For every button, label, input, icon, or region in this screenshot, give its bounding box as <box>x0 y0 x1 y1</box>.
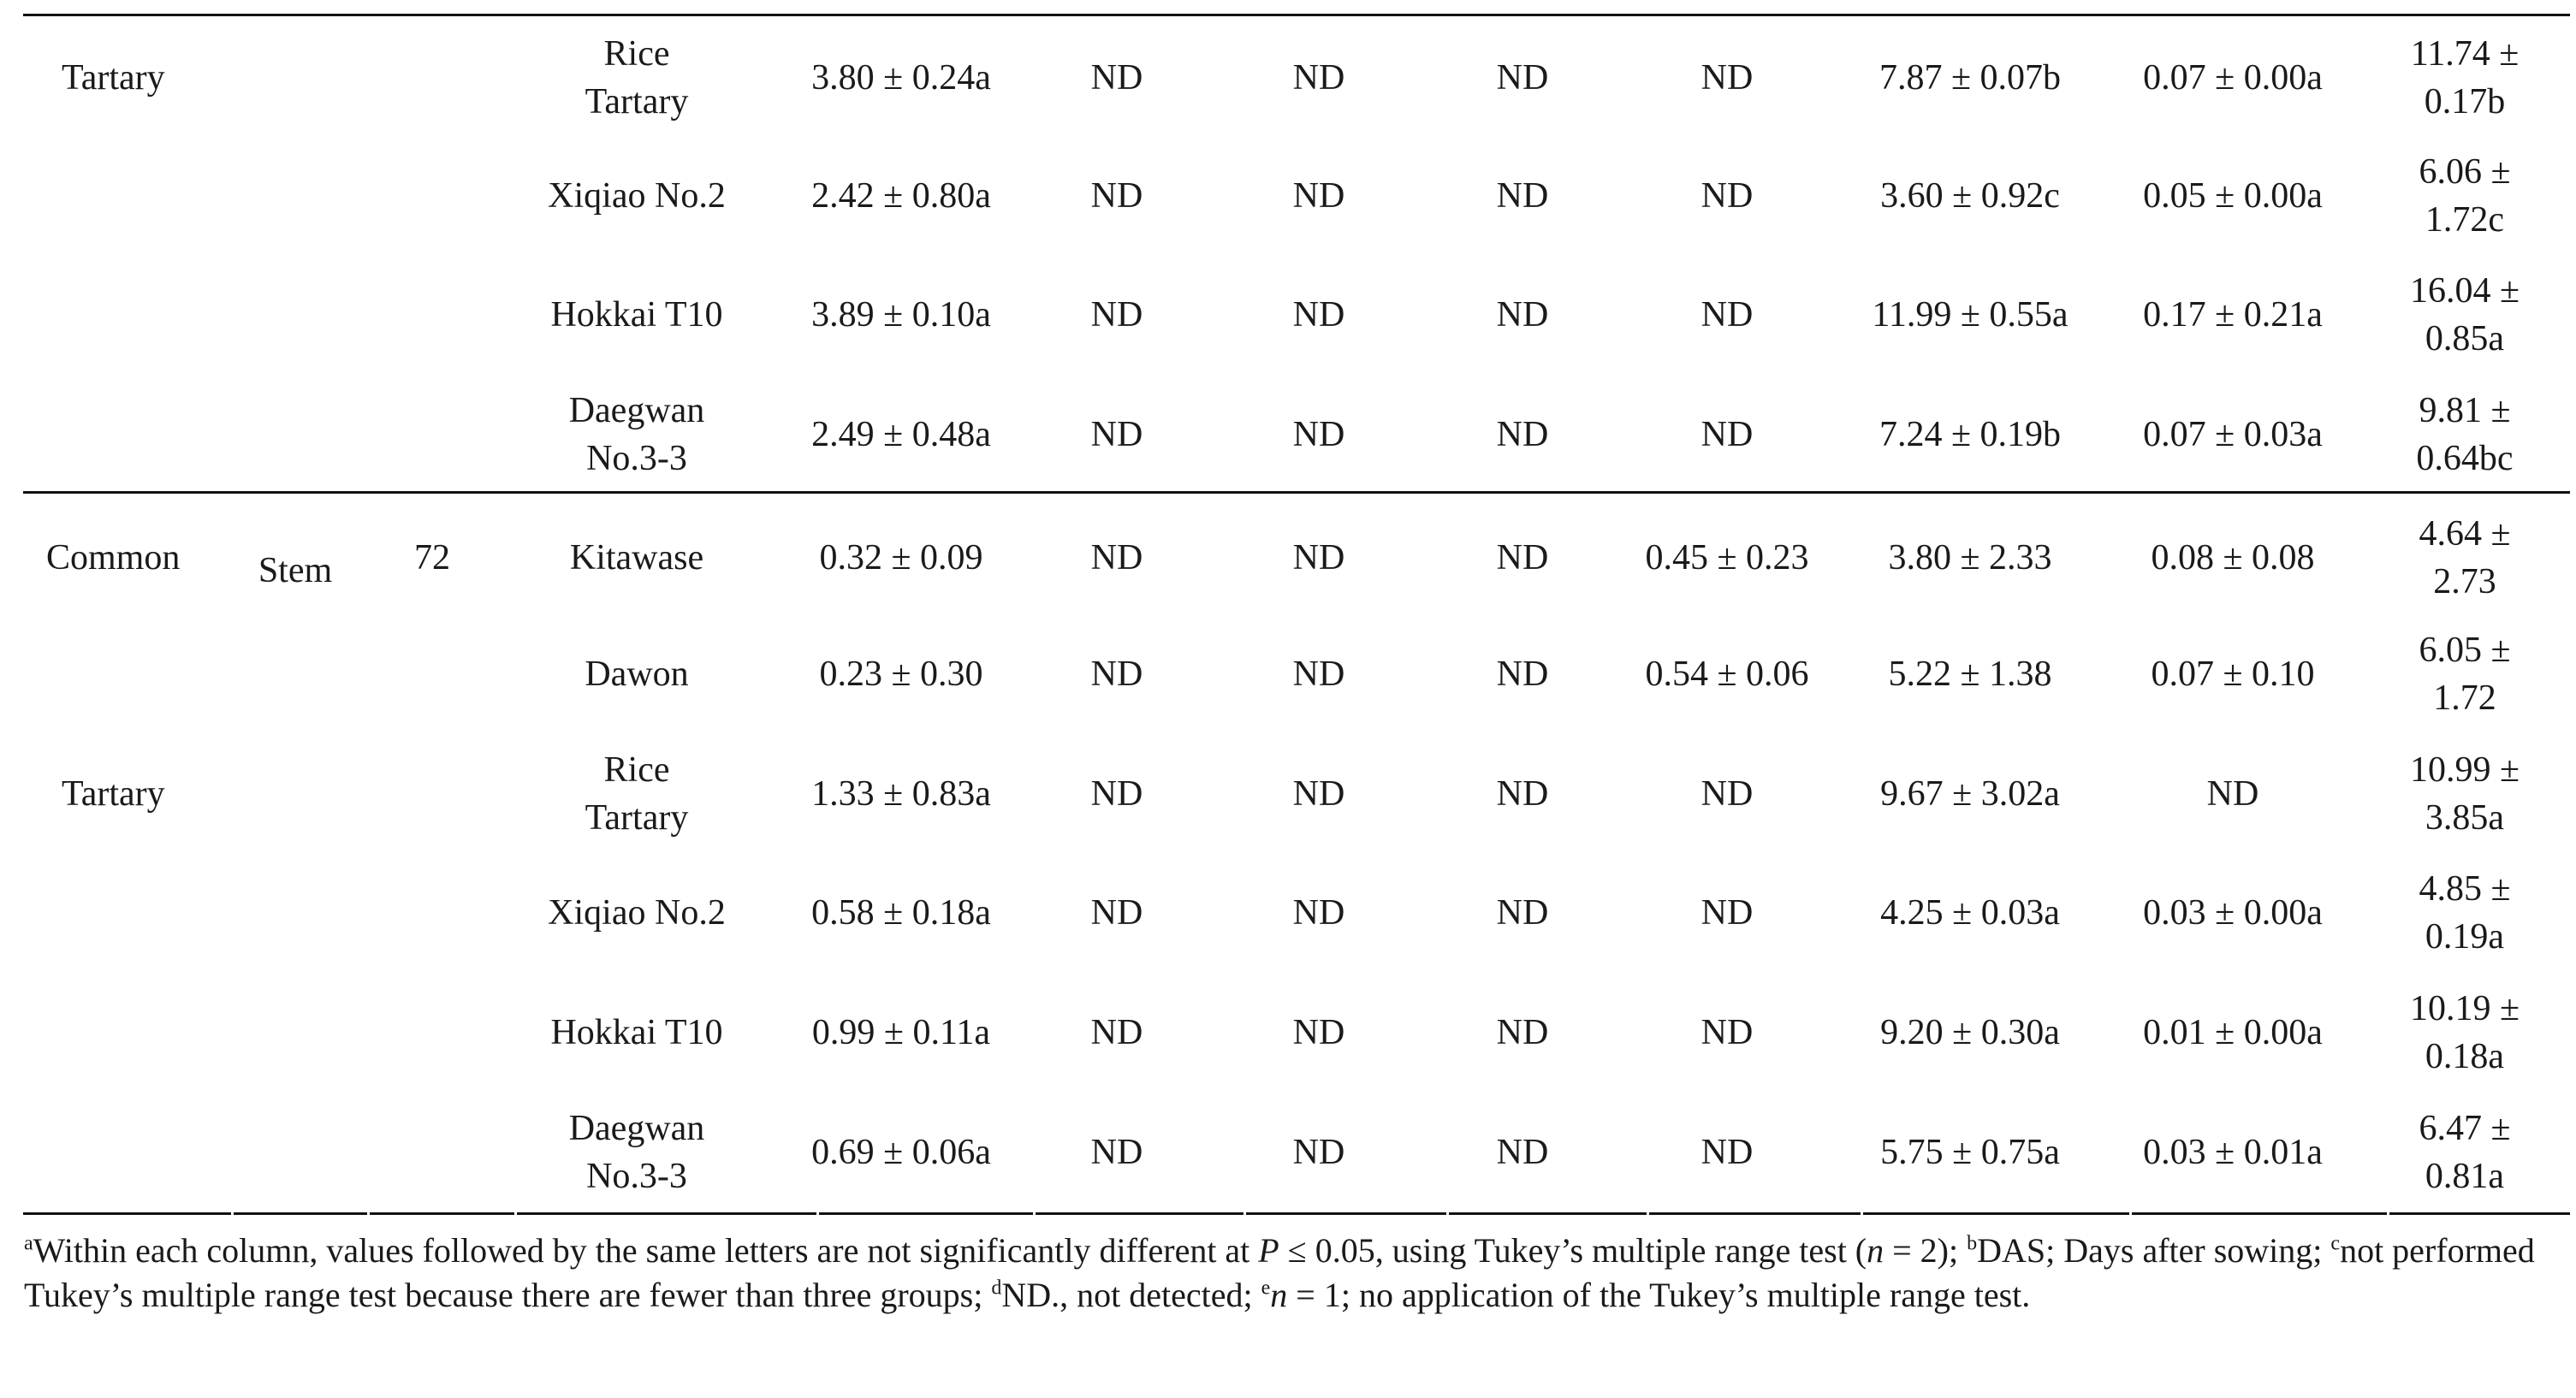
value-cell: 2.42 ± 0.80a <box>811 176 991 216</box>
value-cell: ND <box>1090 893 1143 933</box>
bottom-rule-segment <box>1246 1212 1446 1215</box>
bottom-rule-segment <box>1863 1212 2129 1215</box>
cultivar-cell: Dawon <box>585 655 689 694</box>
value-cell: ND <box>1090 1013 1143 1052</box>
cultivar-cell: Daegwan No.3-3 <box>568 1109 705 1196</box>
cultivar-cell: Xiqiao No.2 <box>548 176 726 216</box>
cultivar-cell: Daegwan No.3-3 <box>568 391 705 478</box>
value-cell: 4.85 ± 0.19a <box>2419 869 2511 957</box>
value-cell: ND <box>1701 58 1754 98</box>
bottom-rule-segment <box>819 1212 1033 1215</box>
footnote-mark-c: c <box>2330 1232 2341 1255</box>
footnote-a-text: Within each column, values followed by the same letters are not significantly different at <box>33 1231 1259 1270</box>
value-cell: 0.58 ± 0.18a <box>811 893 991 933</box>
footnote-c-text: not performed Tukey’s multiple range test because there are fewer than three groups; <box>24 1231 2535 1314</box>
value-cell: ND <box>1292 893 1345 933</box>
bottom-rule-segment <box>517 1212 816 1215</box>
value-cell: 16.04 ± 0.85a <box>2409 271 2520 358</box>
value-cell: ND <box>1292 538 1345 578</box>
value-cell: ND <box>1292 58 1345 98</box>
value-cell: 2.49 ± 0.48a <box>811 415 991 454</box>
value-cell: 1.33 ± 0.83a <box>811 774 991 814</box>
value-cell: 9.67 ± 3.02a <box>1880 774 2060 814</box>
value-cell: ND <box>1496 58 1549 98</box>
cultivar-cell: Rice Tartary <box>585 34 689 121</box>
organ-cell: Stem <box>258 551 333 590</box>
value-cell: ND <box>2206 774 2259 814</box>
footnote-mark-e: e <box>1261 1277 1271 1300</box>
cultivar-cell: Kitawase <box>569 538 704 578</box>
footnote-n-value: = 2); <box>1884 1231 1968 1270</box>
bottom-rule-segment <box>370 1212 514 1215</box>
cultivar-cell: Hokkai T10 <box>550 1013 723 1052</box>
species-cell: Common <box>46 538 181 578</box>
table-section-rule <box>23 491 2570 494</box>
value-cell: ND <box>1701 1133 1754 1172</box>
value-cell: 6.05 ± 1.72 <box>2419 631 2511 718</box>
value-cell: 0.01 ± 0.00a <box>2143 1013 2323 1052</box>
value-cell: 6.47 ± 0.81a <box>2419 1109 2511 1196</box>
value-cell: ND <box>1701 1013 1754 1052</box>
value-cell: 3.80 ± 0.24a <box>811 58 991 98</box>
value-cell: 0.07 ± 0.00a <box>2143 58 2323 98</box>
bottom-rule-segment <box>1036 1212 1243 1215</box>
value-cell: ND <box>1701 176 1754 216</box>
value-cell: 11.74 ± 0.17b <box>2410 34 2520 121</box>
footnote-n-symbol: n <box>1867 1231 1885 1270</box>
footnote-p-condition: ≤ 0.05, using Tukey’s multiple range test ( <box>1279 1231 1867 1270</box>
cultivar-cell: Hokkai T10 <box>550 295 723 335</box>
value-cell: 0.54 ± 0.06 <box>1645 655 1809 694</box>
footnote-p-symbol: P <box>1258 1231 1279 1270</box>
species-cell: Tartary <box>62 774 165 814</box>
value-cell: ND <box>1292 176 1345 216</box>
value-cell: ND <box>1090 538 1143 578</box>
das-cell: 72 <box>414 538 450 578</box>
value-cell: 10.99 ± 3.85a <box>2409 750 2520 838</box>
value-cell: 0.32 ± 0.09 <box>819 538 983 578</box>
bottom-rule-segment <box>23 1212 231 1215</box>
value-cell: 3.60 ± 0.92c <box>1880 176 2060 216</box>
value-cell: ND <box>1496 1013 1549 1052</box>
value-cell: ND <box>1292 1013 1345 1052</box>
value-cell: 0.03 ± 0.01a <box>2143 1133 2323 1172</box>
value-cell: ND <box>1496 295 1549 335</box>
value-cell: ND <box>1292 655 1345 694</box>
value-cell: ND <box>1496 538 1549 578</box>
value-cell: 0.99 ± 0.11a <box>811 1013 991 1052</box>
footnote-e-symbol: n <box>1270 1276 1288 1314</box>
value-cell: ND <box>1292 415 1345 454</box>
cultivar-cell: Rice Tartary <box>585 750 689 838</box>
footnote-mark-b: b <box>1967 1232 1978 1255</box>
value-cell: ND <box>1090 58 1143 98</box>
value-cell: ND <box>1292 1133 1345 1172</box>
value-cell: 9.81 ± 0.64bc <box>2416 391 2514 478</box>
value-cell: ND <box>1496 176 1549 216</box>
value-cell: 3.89 ± 0.10a <box>811 295 991 335</box>
footnote-mark-a: a <box>24 1232 33 1255</box>
bottom-rule-segment <box>2132 1212 2387 1215</box>
value-cell: 0.07 ± 0.03a <box>2143 415 2323 454</box>
value-cell: 9.20 ± 0.30a <box>1880 1013 2060 1052</box>
footnote-mark-d: d <box>991 1277 1002 1300</box>
value-cell: 3.80 ± 2.33 <box>1888 538 2052 578</box>
value-cell: 0.08 ± 0.08 <box>2151 538 2315 578</box>
value-cell: ND <box>1292 295 1345 335</box>
value-cell: ND <box>1090 295 1143 335</box>
table-footnote <box>24 1229 2557 1318</box>
value-cell: 7.87 ± 0.07b <box>1879 58 2062 98</box>
value-cell: 11.99 ± 0.55a <box>1872 295 2069 335</box>
value-cell: ND <box>1701 893 1754 933</box>
value-cell: 0.17 ± 0.21a <box>2143 295 2323 335</box>
value-cell: ND <box>1496 415 1549 454</box>
footnote-d-text: ND., not detected; <box>1001 1276 1261 1314</box>
value-cell: ND <box>1090 1133 1143 1172</box>
cultivar-cell: Xiqiao No.2 <box>548 893 726 933</box>
value-cell: 0.23 ± 0.30 <box>819 655 983 694</box>
footnote-b-text: DAS; Days after sowing; <box>1977 1231 2331 1270</box>
value-cell: ND <box>1496 774 1549 814</box>
value-cell: 0.69 ± 0.06a <box>811 1133 991 1172</box>
value-cell: 10.19 ± 0.18a <box>2409 989 2520 1076</box>
value-cell: 0.03 ± 0.00a <box>2143 893 2323 933</box>
value-cell: ND <box>1090 176 1143 216</box>
value-cell: 6.06 ± 1.72c <box>2419 152 2511 240</box>
value-cell: 0.05 ± 0.00a <box>2143 176 2323 216</box>
bottom-rule-segment <box>2389 1212 2570 1215</box>
species-cell: Tartary <box>62 58 165 98</box>
value-cell: 5.22 ± 1.38 <box>1888 655 2052 694</box>
bottom-rule-segment <box>1649 1212 1861 1215</box>
value-cell: ND <box>1496 1133 1549 1172</box>
value-cell: ND <box>1701 415 1754 454</box>
value-cell: ND <box>1090 774 1143 814</box>
value-cell: 4.64 ± 2.73 <box>2419 514 2511 601</box>
value-cell: ND <box>1292 774 1345 814</box>
value-cell: 5.75 ± 0.75a <box>1880 1133 2060 1172</box>
value-cell: ND <box>1701 295 1754 335</box>
table-bottom-rule <box>23 1212 2570 1215</box>
value-cell: 0.07 ± 0.10 <box>2151 655 2315 694</box>
value-cell: 7.24 ± 0.19b <box>1879 415 2062 454</box>
table-top-rule <box>23 14 2570 16</box>
bottom-rule-segment <box>1449 1212 1647 1215</box>
value-cell: ND <box>1090 415 1143 454</box>
value-cell: 4.25 ± 0.03a <box>1880 893 2060 933</box>
value-cell: ND <box>1496 655 1549 694</box>
bottom-rule-segment <box>234 1212 367 1215</box>
value-cell: 0.45 ± 0.23 <box>1645 538 1809 578</box>
value-cell: ND <box>1496 893 1549 933</box>
value-cell: ND <box>1090 655 1143 694</box>
value-cell: ND <box>1701 774 1754 814</box>
footnote-e-text: = 1; no application of the Tukey’s multiple range test. <box>1287 1276 2031 1314</box>
